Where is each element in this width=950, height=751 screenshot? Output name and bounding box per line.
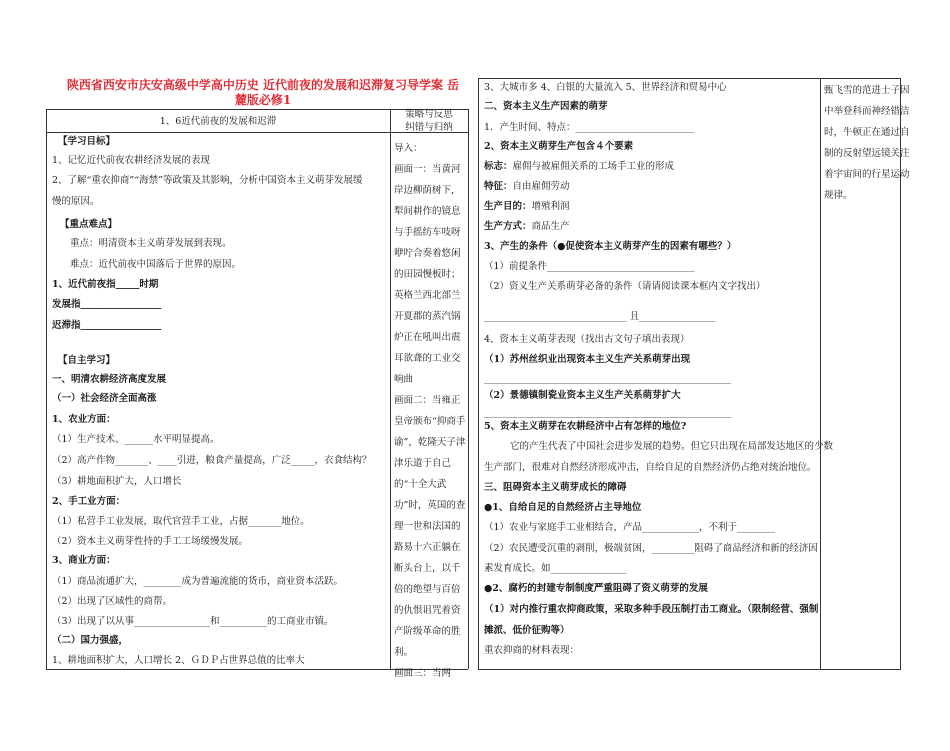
strength-item-1: 1、耕地面积扩大，人口增长 2、ＧＤＰ占世界总值的比率大 <box>52 655 305 666</box>
purpose-label: 生产目的： <box>484 201 532 212</box>
right-line-17: 5、资本主义萌芽在农耕经济中占有怎样的地位? <box>484 421 687 432</box>
right-table-bottom-border <box>478 669 901 670</box>
blank-line-a: ______________________________ 且 <box>484 311 640 322</box>
feature-row <box>484 181 570 193</box>
right-line-24: 素发育成长。如________________ <box>484 563 627 574</box>
right-table-top-border <box>478 78 901 79</box>
right-line-11 <box>484 311 715 323</box>
right-table-left-border <box>478 78 479 669</box>
method-row <box>484 221 570 233</box>
right-line-27: 摊派、低价征购等） <box>484 625 570 636</box>
study-goals-heading: 【学习目标】 <box>58 136 116 147</box>
blank-line-b: ________________ <box>639 311 716 322</box>
method-value: 商品生产 <box>531 221 570 232</box>
table-right-border <box>468 109 469 669</box>
commerce-item-1: （1）商品流通扩大，________成为普遍流能的货币，商业资本活跃。 <box>52 576 344 587</box>
self-study-heading: 【自主学习】 <box>58 355 116 366</box>
hard-point: 难点：近代前夜中国落后于世界的原因。 <box>70 259 242 270</box>
subsection-1-heading: （一）社会经济全面高涨 <box>52 393 157 404</box>
handicraft-item-2: （2）资本主义萌芽性持的手工工场缓慢发展。 <box>52 536 249 547</box>
right-line-26: （1）对内推行重农抑商政策，采取多种手段压制打击工商业。（限制经营、强制 <box>484 604 819 615</box>
agriculture-heading: 1、农业方面： <box>52 414 116 425</box>
section-3-heading: 三、阻碍资本主义萌芽成长的障碍 <box>484 482 627 493</box>
right-column-divider <box>820 78 821 669</box>
commerce-item-2: （2）出现了区域性的商帮。 <box>52 596 173 607</box>
feature-value: 自由雇佣劳动 <box>512 181 570 192</box>
goal-2a: 2、了解“重农抑商”“海禁”等政策及其影响，分析中国资本主义萌芽发展缓 <box>52 175 363 186</box>
subsection-2-heading: （二）国力强盛， <box>52 635 129 646</box>
right-line-19: 生产部门，很难对自然经济形成冲击，自给自足的自然经济仍占绝对统治地位。 <box>484 462 817 473</box>
table-header-side-2: 纠错与归纳 <box>405 122 453 133</box>
key-point: 重点：明清资本主义萌芽发展到表现。 <box>70 238 232 249</box>
commerce-heading: 3、商业方面： <box>52 555 116 566</box>
right-line-12: 4、资本主义萌芽表现（找出古文句子填出表现） <box>484 334 690 345</box>
question-3: 迟滞指_________________ <box>52 320 162 331</box>
right-side-notes: 甄飞雪的范进士子因中举登科而神经错洁时，牛顿正在通过自制的反射望远镜关注着宇宙间的行星运动规律。 <box>824 85 910 201</box>
table-header-side-1: 策略与反思 <box>405 109 453 120</box>
conditions-heading: 3、产生的条件（●促使资本主义萌芽产生的因素有哪些？） <box>484 241 737 252</box>
right-line-21: ●1、自给自足的自然经济占主导地位 <box>484 502 642 513</box>
purpose-value: 增殖利润 <box>531 201 570 212</box>
right-line-25: ●2、腐朽的封建专制制度严重阻碍了资义萌芽的发展 <box>484 583 708 594</box>
section-1-heading: 一、明清农耕经济高度发展 <box>52 374 167 385</box>
right-line-22: （1）农业与家庭手工业相结合，产品____________，不利于________ <box>484 522 776 533</box>
question-1: 1、近代前夜指_____时期 <box>52 279 159 290</box>
sign-row <box>484 161 674 173</box>
right-line-9: （1）前提条件_______________________________ <box>484 261 695 272</box>
right-line-15: （2）景德镇制瓷业资本主义生产关系萌芽扩大 <box>484 390 681 401</box>
goal-2b: 慢的原因。 <box>52 196 100 207</box>
right-line-10: （2）资义生产关系萌芽必备的条件（请请阅读课本框内文字找出） <box>484 281 766 292</box>
commerce-item-3: （3）出现了以从事________________和__________的工商业市镇。 <box>52 616 334 627</box>
key-points-heading: 【重点难点】 <box>60 219 118 230</box>
right-line-13: （1）苏州丝织业出现资本主义生产关系萌芽出现 <box>484 354 691 365</box>
column-divider <box>390 109 391 669</box>
sign-value: 雇佣与被雇佣关系的工场手工业的形成 <box>512 161 675 172</box>
question-2: 发展指_________________ <box>52 299 162 310</box>
method-label: 生产方式： <box>484 221 532 232</box>
handicraft-heading: 2、手工业方面： <box>52 496 126 507</box>
feature-label: 特征： <box>484 181 513 192</box>
right-line-28: 重农抑商的材料表现： <box>484 645 580 656</box>
right-line-3: 2、资本主义萌芽生产包含４个要素 <box>484 141 634 152</box>
sign-label: 标志： <box>484 161 513 172</box>
right-line-16: ____________________________________________________ <box>484 407 731 418</box>
table-left-border <box>46 109 47 669</box>
right-line-14: ____________________________________________________ <box>484 373 731 384</box>
section-2-heading: 二、资本主义生产因素的萌芽 <box>484 101 608 112</box>
page-title: 陕西省西安市庆安高级中学高中历史 近代前夜的发展和迟滞复习导学案 岳麓版必修1 <box>66 78 460 107</box>
goal-1: 1、记忆近代前夜农耕经济发展的表现 <box>52 155 211 166</box>
agriculture-item-1: （1）生产技术、______水平明显提高。 <box>52 434 220 445</box>
side-notes: 导入： 画面一：当黄河岸边柳荫树下，犁间耕作的镜息与手摇纺车吱呀咿咛合奏着悠闲的田园慢板时；英格兰西北部兰开夏郡的蒸汽锅炉正在吼叫出震耳欲聋的工业交响曲 画面二：当雍正皇帝颁布“抑商手谕”，乾隆天子津津乐道于自己的“十全大武功”时，英国的查理一世和法国的路易十六正躺在断头台上，以千倍的绝望与百倍的仇恨诅咒着资产阶级革命的胜利。 画面三：当两 <box>394 143 466 679</box>
agriculture-item-3: （3）耕地面积扩大，人口增长 <box>52 476 182 487</box>
right-line-23: （2）农民遭受沉重的剥削，极端贫困，_________阻碍了商品经济和新的经济因 <box>484 543 818 554</box>
table-header-main: 1、6近代前夜的发展和迟滞 <box>159 116 277 127</box>
handicraft-item-1: （1）私营手工业发展，取代官营手工业，占据_______地位。 <box>52 516 310 527</box>
right-line-18: 它的产生代表了中国社会进步发展的趋势。但它只出现在局部发达地区的少数 <box>510 441 834 452</box>
agriculture-item-2: （2）高产作物_______、____引进，粮食产量提高，广泛_____，衣食结构？ <box>52 455 372 466</box>
right-line-0: 3、大城市多 4、白银的大量流入 5、世界经济和贸易中心 <box>484 82 727 93</box>
purpose-row <box>484 201 570 213</box>
right-line-2: 1．产生时间、特点：_________________________ <box>484 122 695 133</box>
